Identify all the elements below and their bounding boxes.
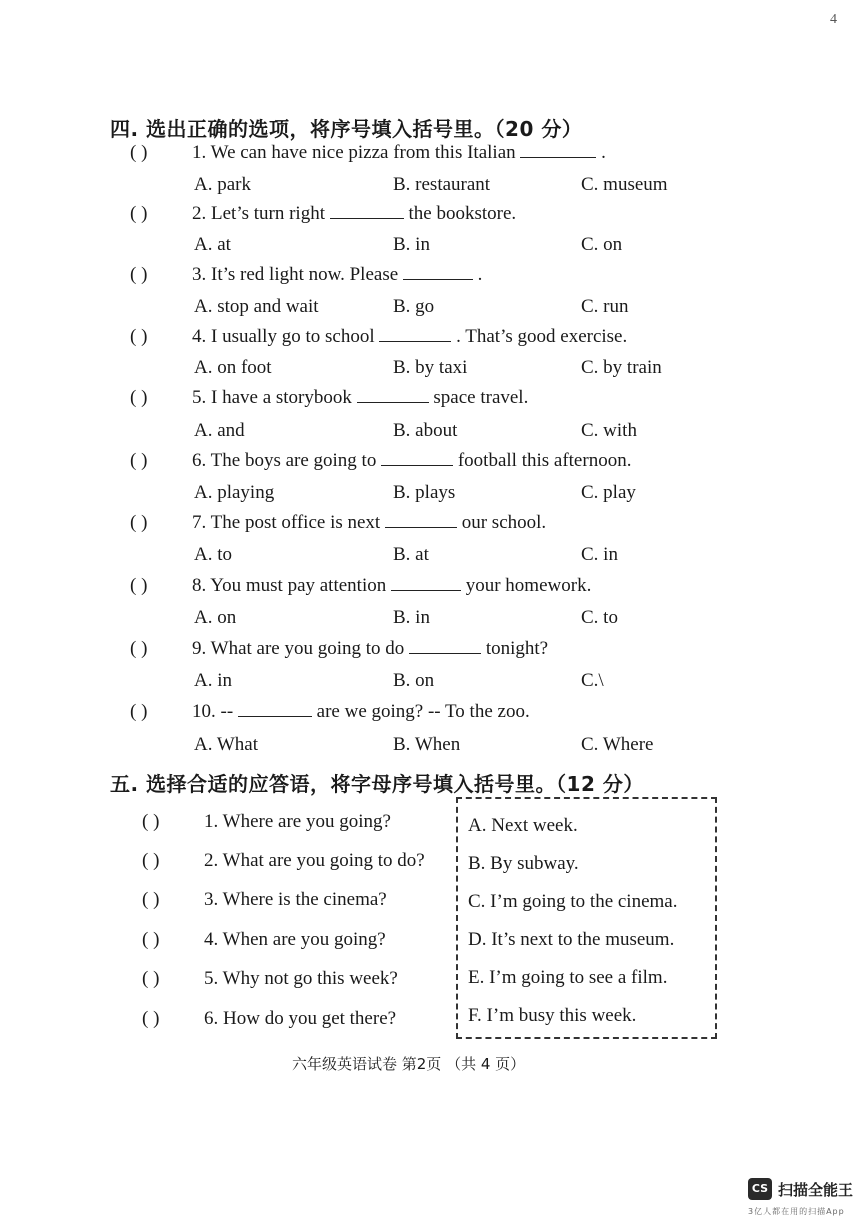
question-2: [130, 203, 516, 225]
option-b: B. restaurant: [393, 174, 491, 195]
question-6: [130, 450, 631, 472]
matching-question-5: [142, 968, 398, 990]
option-c: C. museum: [581, 174, 668, 195]
option-b: B. plays: [393, 482, 456, 503]
question-text: 7. The post office is next: [192, 512, 381, 533]
scanner-logo-icon: CS: [748, 1178, 772, 1200]
page-footer: 六年级英语试卷 第2页 （共 4 页）: [292, 1055, 526, 1073]
option-c: C. in: [581, 544, 618, 565]
scanner-app-name: 扫描全能王: [778, 1181, 854, 1199]
option-c: C.\: [581, 670, 604, 691]
answer-bracket[interactable]: ( ): [130, 575, 148, 596]
section-4-title: 四. 选出正确的选项，将序号填入括号里。（20 分）: [110, 117, 583, 141]
question-text-end: . That’s good exercise.: [456, 326, 628, 347]
answer-option-e: E. I’m going to see a film.: [468, 967, 668, 988]
option-b: B. by taxi: [393, 357, 468, 378]
answer-option-d: D. It’s next to the museum.: [468, 929, 675, 950]
question-text: 10. --: [192, 701, 234, 722]
option-c: C. with: [581, 420, 637, 441]
option-a: A. in: [194, 670, 232, 691]
question-text-end: are we going? -- To the zoo.: [316, 701, 530, 722]
section-5-title: 五. 选择合适的应答语，将字母序号填入括号里。（12 分）: [110, 772, 644, 796]
page-corner-mark: 4: [830, 12, 837, 27]
answer-bracket[interactable]: ( ): [130, 142, 148, 163]
option-c: C. on: [581, 234, 623, 255]
answer-bracket[interactable]: ( ): [130, 264, 148, 285]
option-c: C. play: [581, 482, 636, 503]
answer-bracket[interactable]: ( ): [142, 889, 160, 910]
answer-option-b: B. By subway.: [468, 853, 579, 874]
fill-in-blank[interactable]: [238, 702, 312, 717]
option-a: A. park: [194, 174, 251, 195]
fill-in-blank[interactable]: [403, 265, 473, 280]
answer-bracket[interactable]: ( ): [130, 701, 148, 722]
option-b: B. in: [393, 234, 430, 255]
answer-bracket[interactable]: ( ): [142, 968, 160, 989]
option-a: A. and: [194, 420, 245, 441]
answer-option-a: A. Next week.: [468, 815, 578, 836]
fill-in-blank[interactable]: [391, 576, 461, 591]
matching-question-3: [142, 889, 387, 911]
answer-bracket[interactable]: ( ): [130, 638, 148, 659]
question-10: [130, 701, 530, 723]
option-a: A. What: [194, 734, 259, 755]
question-7: [130, 512, 546, 534]
option-b: B. about: [393, 420, 458, 441]
question-text: 1. Where are you going?: [204, 811, 391, 832]
option-a: A. stop and wait: [194, 296, 319, 317]
question-text-end: the bookstore.: [408, 203, 517, 224]
scanner-tagline: 3亿人都在用的扫描App: [748, 1207, 845, 1216]
option-b: B. When: [393, 734, 461, 755]
answer-option-c: C. I’m going to the cinema.: [468, 891, 678, 912]
question-5: [130, 387, 528, 409]
question-text: 3. It’s red light now. Please: [192, 264, 399, 285]
option-c: C. run: [581, 296, 629, 317]
question-text-end: space travel.: [433, 387, 529, 408]
question-text: 8. You must pay attention: [192, 575, 387, 596]
question-1: [130, 142, 606, 164]
answer-bracket[interactable]: ( ): [130, 450, 148, 471]
question-9: [130, 638, 548, 660]
question-text-end: .: [601, 142, 606, 163]
matching-question-4: [142, 929, 386, 951]
option-b: B. on: [393, 670, 435, 691]
question-text: 6. How do you get there?: [204, 1008, 397, 1029]
fill-in-blank[interactable]: [409, 639, 481, 654]
question-text: 2. Let’s turn right: [192, 203, 325, 224]
answer-bracket[interactable]: ( ): [142, 1008, 160, 1029]
question-text: 1. We can have nice pizza from this Italian: [192, 142, 516, 163]
fill-in-blank[interactable]: [381, 451, 453, 466]
matching-question-1: [142, 811, 391, 833]
option-c: C. by train: [581, 357, 662, 378]
question-text: 2. What are you going to do?: [204, 850, 425, 871]
option-b: B. go: [393, 296, 435, 317]
question-text-end: your homework.: [465, 575, 592, 596]
question-text-end: our school.: [461, 512, 547, 533]
option-c: C. Where: [581, 734, 654, 755]
answer-bracket[interactable]: ( ): [142, 850, 160, 871]
question-text: 5. I have a storybook: [192, 387, 352, 408]
question-text-end: football this afternoon.: [457, 450, 632, 471]
option-a: A. on: [194, 607, 237, 628]
answer-bracket[interactable]: ( ): [142, 811, 160, 832]
answer-bracket[interactable]: ( ): [142, 929, 160, 950]
option-a: A. on foot: [194, 357, 272, 378]
question-text: 4. I usually go to school: [192, 326, 375, 347]
question-text-end: tonight?: [485, 638, 549, 659]
matching-question-6: [142, 1008, 396, 1030]
answer-bracket[interactable]: ( ): [130, 203, 148, 224]
fill-in-blank[interactable]: [330, 204, 404, 219]
question-text-end: .: [477, 264, 483, 285]
option-a: A. to: [194, 544, 232, 565]
fill-in-blank[interactable]: [520, 143, 596, 158]
question-text: 3. Where is the cinema?: [204, 889, 387, 910]
fill-in-blank[interactable]: [357, 388, 429, 403]
option-b: B. at: [393, 544, 429, 565]
option-c: C. to: [581, 607, 618, 628]
question-text: 4. When are you going?: [204, 929, 386, 950]
option-b: B. in: [393, 607, 430, 628]
question-text: 6. The boys are going to: [192, 450, 377, 471]
answer-bracket[interactable]: ( ): [130, 326, 148, 347]
answer-option-f: F. I’m busy this week.: [468, 1005, 637, 1026]
fill-in-blank[interactable]: [379, 327, 451, 342]
question-3: [130, 264, 482, 286]
fill-in-blank[interactable]: [385, 513, 457, 528]
answer-bracket[interactable]: ( ): [130, 512, 148, 533]
question-text: 5. Why not go this week?: [204, 968, 398, 989]
option-a: A. playing: [194, 482, 275, 503]
matching-question-2: [142, 850, 425, 872]
option-a: A. at: [194, 234, 231, 255]
question-8: [130, 575, 591, 597]
answer-bracket[interactable]: ( ): [130, 387, 148, 408]
question-4: [130, 326, 627, 348]
question-text: 9. What are you going to do: [192, 638, 405, 659]
